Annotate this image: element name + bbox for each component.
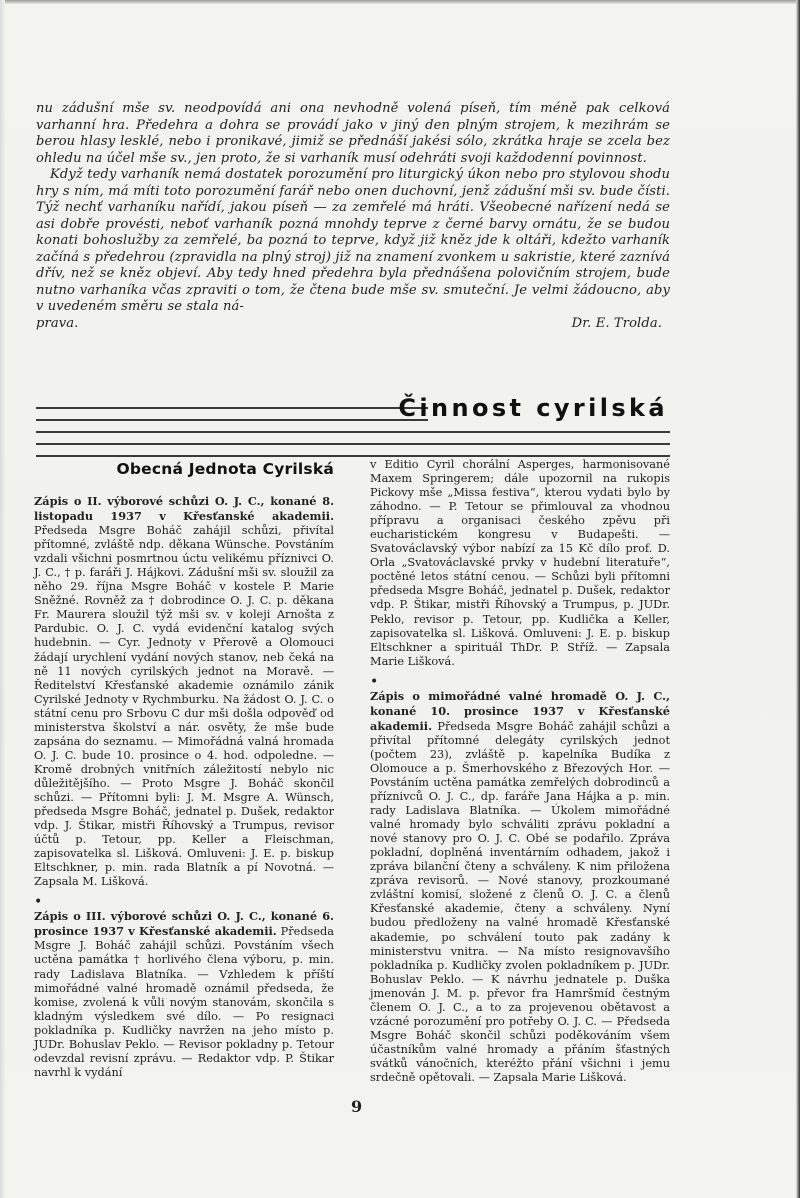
header-rule (36, 443, 670, 445)
header-rule (36, 407, 428, 409)
right-column (370, 458, 670, 1085)
minutes-entry-1 (34, 494, 334, 889)
entry-title: Zápis o III. výborové schůzi O. J. C., konané 6. prosince 1937 v Křesťanské akademii. (34, 909, 334, 939)
intro-paragraph-2: Když tedy varhaník nemá dostatek porozumění pro liturgický úkon nebo pro stylovou shodu hry s ním, má míti toto porozumění farář nebo onen duchovní, jenž zádušní mši sv. bude čísti. Týž nechť varhaníku nařídí, jakou píseň — za zemřelé má hráti. Všeobecné nařízení nedá se asi dobře provésti, neboť varhaník pozná mnohdy teprve z černé barvy ornátu, že se budou konati bohoslužby za zemřelé, ba pozná to teprve, když již kněz jde k oltáři, kdežto varhaník začíná s předehrou (zpravidla na plný stroj) již na znamení zvonkem u sakristie, které zaznívá dřív, než se kněz objeví. Aby tedy hned předehra byla přednášena polovičním strojem, bude nutno varhaníka včas zpraviti o tom, že čtena bude mše sv. smuteční. Je velmi žádoucno, aby v uvedeném směru se stala ná- (36, 167, 670, 314)
bullet-separator: • (34, 894, 43, 911)
entry-title: Zápis o mimořádné valné hromadě O. J. C., konané 10. prosince 1937 v Křesťanské akademii. (370, 688, 670, 733)
page-top-shadow (0, 0, 800, 4)
left-column (34, 460, 334, 1080)
intro-closing-line (36, 316, 670, 333)
intro-article (36, 101, 670, 332)
bullet-separator: • (370, 673, 379, 690)
intro-last-word: prava. (36, 315, 79, 331)
minutes-entry-2-continuation: v Editio Cyril chorální Asperges, harmonisované Maxem Springerem; dále upozornil na rukopis Pickovy mše „Missa festiva“, kterou vydati bylo by záhodno. — P. Tetour se přimlouval za vhodnou přípravu a organisaci českého zpěvu při eucharistickém kongresu v Budapešti. — Svatováclavský výbor nabízí za 15 Kč dílo prof. D. Orla „Svatováclavské prvky v hudební literatuře“, poctěné letos státní cenou. — Schůzi byli přítomni předseda Msgre Boháč, jednatel p. Dušek, redaktor vdp. P. Štikar, mistři Říhovský a Trumpus, p. JUDr. Peklo, revisor p. Tetour, pp. Kudlička a Keller, zapisovatelka sl. Lišková. Omluveni: J. E. p. biskup Eltschkner a spirituál ThDr. P. Stříž. — Zapsala Marie Lišková. (370, 458, 670, 668)
page-right-edge (796, 0, 800, 1198)
entry-body: Předseda Msgre Boháč zahájil schůzi a přivítal přítomné delegáty cyrilských jednot (počtem 23), zvláště p. kapelníka Budíka z Olomouce a p. Šmerhovského z Březových Hor. — Povstáním uctěna památka zemřelých dobrodinců a příznivců O. J. C., dp. faráře Jana Hájka a p. min. rady Ladislava Blatníka. — Úkolem mimořádné valné hromady bylo schváliti zprávu pokladní a nové stanovy pro O. J. C. Obé se podařilo. Zpráva pokladní, doplněná inventárním odhadem, jakož i zpráva bilanční čteny a schváleny. K nim přiložena zpráva revisorů. — Nové stanovy, prozkoumané zvláštní komisí, složené z členů O. J. C. a členů Křesťanské akademie, čteny a schváleny. Nyní budou předloženy na valné hromadě Křesťanské akademie, po schválení touto pak zadány k ministerstvu vnitra. — Na místo resignovavšího pokladníka p. Kudličky zvolen pokladníkem p. JUDr. Bohuslav Peklo. — K návrhu jednatele p. Duška jmenován J. M. p. převor fra Hamršmíd čestným členem O. J. C., a to za projevenou obětavost a vzácné porozumění pro potřeby O. J. C. — Předseda Msgre Boháč skončil schůzi poděkováním všem účastníkům valné hromady a přáním šťastných svátků vánočních, kteréžto přání všichni i jemu srdečně opětovali. — Zapsala Marie Lišková. (370, 719, 670, 1084)
header-rule (36, 431, 670, 433)
page-number: 9 (351, 1097, 363, 1116)
page-left-edge (0, 0, 5, 1198)
section-title: Činnost cyrilská (398, 394, 668, 422)
header-rule (36, 419, 428, 421)
entry-body: Předseda Msgre Boháč zahájil schůzi, přivítal přítomné, zvláště ndp. děkana Wünsche. Povstáním vzdali všichni posmrtnou úctu velikému příznivci O. J. C., † p. faráři J. Hájkovi. Zádušní mši sv. sloužil za něho 29. října Msgre Boháč v kostele P. Marie Sněžné. Rovněž za † dobrodince O. J. C. p. děkana Fr. Maurera sloužil týž mši sv. v koleji Arnošta z Pardubic. O. J. C. vydá evidenční katalog svých hudebnin. — Cyr. Jednoty v Přerově a Olomouci žádají urychlení vydání nových stanov, neb čeká na ně 11 nových cyrilských jednot na Moravě. — Ředitelství Křesťanské akademie oznámilo zánik Cyrilské Jednoty v Rychmburku. Na žádost O. J. C. o státní cenu pro Srbovu C dur mši došla odpověď od ministerstva školství a nár. osvěty, že mše bude zapsána do seznamu. — Mimořádná valná hromada O. J. C. bude 10. prosince o 4. hod. odpoledne. — Kromě drobných vnitřních záležitostí nebylo nic důležitějšího. — Proto Msgre J. Boháč skončil schůzi. — Přítomni byli: J. M. Msgre A. Wünsch, předseda Msgre Boháč, jednatel p. Dušek, redaktor vdp. J. Štikar, mistři Říhovský a Trumpus, revisor účtů p. Tetour, pp. Keller a Fleischman, zapisovatelka sl. Lišková. Omluveni: J. E. p. biskup Eltschkner, p. min. rada Blatník a pí Novotná. — Zapsala M. Lišková. (34, 524, 334, 889)
entry-title: Zápis o II. výborové schůzi O. J. C., konané 8. listopadu 1937 v Křesťanské akademii. (34, 494, 334, 524)
article-author: Dr. E. Trolda. (571, 315, 662, 331)
entry-body: Předseda Msgre J. Boháč zahájil schůzi. Povstáním všech uctěna památka † horlivého člena výboru, p. min. rady Ladislava Blatníka. — Vzhledem k příští mimořádné valné hromadě oznámil předseda, že komise, zvolená k vůli novým stanovám, skončila s kladným výsledkem své dílo. — Po resignaci pokladníka p. Kudličky navržen na jeho místo p. JUDr. Bohuslav Peklo. — Revisor pokladny p. Tetour odevzdal revisní zprávu. — Redaktor vdp. P. Štikar navrhl k vydání (34, 925, 335, 1079)
minutes-entry-3 (370, 689, 670, 1085)
minutes-entry-2 (34, 909, 334, 1080)
section-header (36, 394, 670, 462)
header-rule (36, 455, 670, 457)
intro-paragraph-1: nu zádušní mše sv. neodpovídá ani ona nevhodně volená píseň, tím méně pak celková varhanní hra. Předehra a dohra se provádí jako v jiný den plným strojem, k mezihrám se berou hlasy lesklé, nebo i pronikavé, jimiž se přednáší jakési sólo, zkrátka hraje se zcela bez ohledu na účel mše sv., jen proto, že si varhaník musí odehráti svoji každodenní povinnost. (36, 101, 670, 166)
column-heading: Obecná Jednota Cyrilská (116, 460, 334, 478)
